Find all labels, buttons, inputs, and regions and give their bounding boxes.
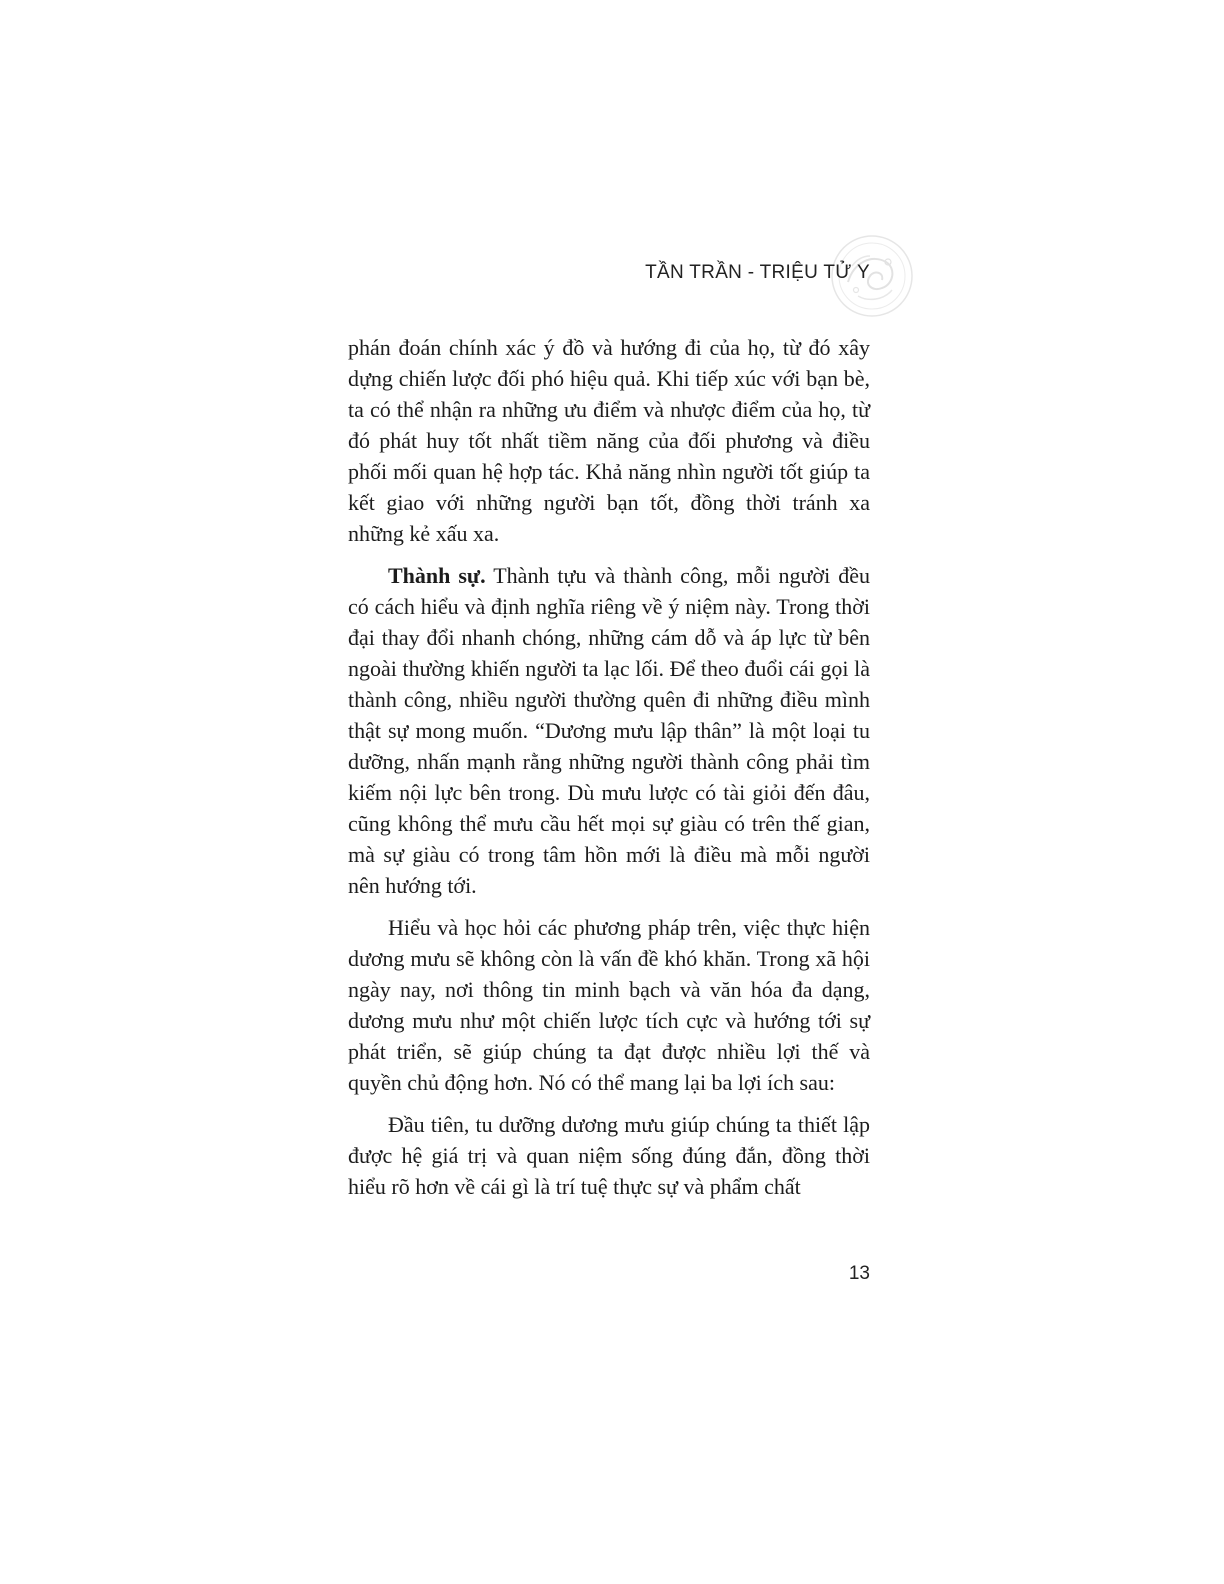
page-number: 13: [848, 1263, 870, 1284]
body-text: [348, 332, 870, 1213]
paragraph-text: phán đoán chính xác ý đồ và hướng đi của họ, từ đó xây dựng chiến lược đối phó hiệu quả. Khi tiếp xúc với bạn bè, ta có thể nhận ra những ưu điểm và nhược điểm của họ, từ đó phát huy tốt nhất tiềm năng của đối phương và điều phối mối quan hệ hợp tác. Khả năng nhìn người tốt giúp ta kết giao với những người bạn tốt, đồng thời tránh xa những kẻ xấu xa.: [348, 335, 870, 546]
paragraph-lead: Thành sự.: [388, 563, 486, 588]
paragraph-thanh-su: [348, 560, 870, 901]
paragraph-continuation: [348, 332, 870, 549]
paragraph-first-benefit: [348, 1109, 870, 1202]
paragraph-text: Thành tựu và thành công, mỗi người đều có cách hiểu và định nghĩa riêng về ý niệm này. Trong thời đại thay đổi nhanh chóng, những cám dỗ và áp lực từ bên ngoài thường khiến người ta lạc lối. Để theo đuổi cái gọi là thành công, nhiều người thường quên đi những điều mình thật sự mong muốn. “Dương mưu lập thân” là một loại tu dưỡng, nhấn mạnh rằng những người thành công phải tìm kiếm nội lực bên trong. Dù mưu lược có tài giỏi đến đâu, cũng không thể mưu cầu hết mọi sự giàu có trên thế gian, mà sự giàu có trong tâm hồn mới là điều mà mỗi người nên hướng tới.: [348, 563, 870, 898]
paragraph-text: Hiểu và học hỏi các phương pháp trên, việc thực hiện dương mưu sẽ không còn là vấn đề khó khăn. Trong xã hội ngày nay, nơi thông tin minh bạch và văn hóa đa dạng, dương mưu như một chiến lược tích cực và hướng tới sự phát triển, sẽ giúp chúng ta đạt được nhiều lợi thế và quyền chủ động hơn. Nó có thể mang lại ba lợi ích sau:: [348, 915, 870, 1095]
paragraph-text: Đầu tiên, tu dưỡng dương mưu giúp chúng ta thiết lập được hệ giá trị và quan niệm sống đúng đắn, đồng thời hiểu rõ hơn về cái gì là trí tuệ thực sự và phẩm chất: [348, 1112, 870, 1199]
paragraph-methods: [348, 912, 870, 1098]
running-header: TẦN TRẦN - TRIỆU TỬ Y: [645, 262, 870, 283]
